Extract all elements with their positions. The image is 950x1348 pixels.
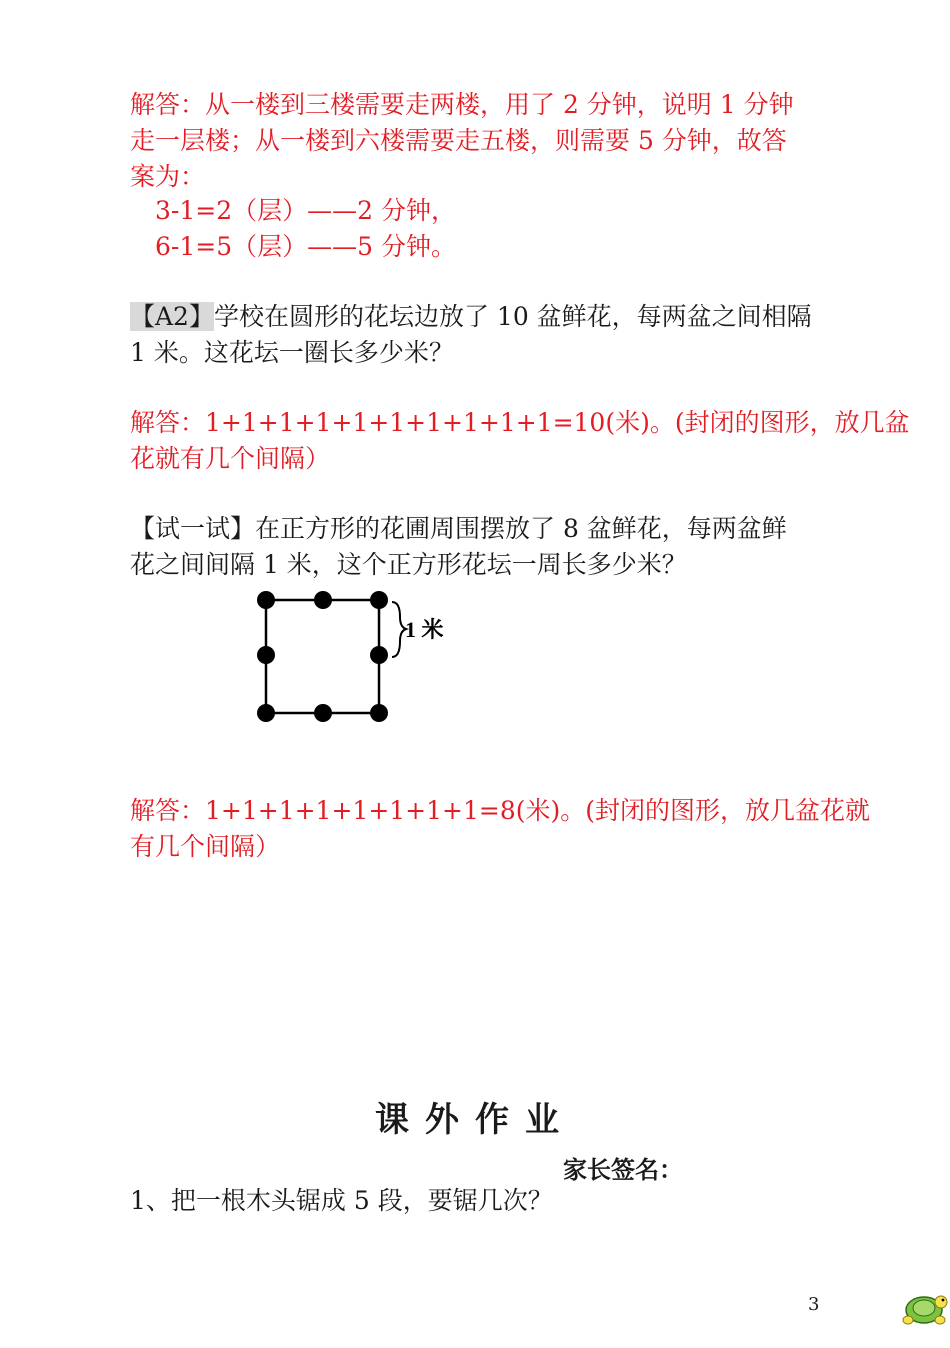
answer-a2-line-2: 花就有几个间隔） (130, 444, 331, 473)
answer-1-line-5: 6-1=5（层）——5 分钟。 (155, 232, 456, 261)
homework-title: 课外作业 (375, 1100, 575, 1140)
square-flowerbed-figure (250, 585, 460, 730)
answer-a2-line-1: 解答：1+1+1+1+1+1+1+1+1+1=10(米)。(封闭的图形，放几盆 (130, 408, 910, 437)
page-number: 3 (808, 1294, 820, 1315)
flower-dot (257, 646, 275, 664)
question-a2-tag: 【A2】 (130, 302, 214, 331)
question-try-line-1: 【试一试】在正方形的花圃周围摆放了 8 盆鲜花，每两盆鲜 (130, 514, 787, 543)
question-try-line-2: 花之间间隔 1 米，这个正方形花坛一周长多少米？ (130, 550, 687, 579)
answer-1-line-1: 解答：从一楼到三楼需要走两楼，用了 2 分钟，说明 1 分钟 (130, 90, 794, 119)
flower-dot (314, 591, 332, 609)
flower-dot (314, 704, 332, 722)
answer-1-line-2: 走一层楼；从一楼到六楼需要走五楼，则需要 5 分钟，故答 (130, 126, 787, 155)
answer-1-line-3: 案为： (130, 162, 206, 191)
parent-signature-label: 家长签名： (563, 1156, 683, 1184)
answer-1-line-4: 3-1=2（层）——2 分钟， (155, 196, 456, 225)
square-outline (266, 600, 379, 713)
flower-dot (257, 704, 275, 722)
question-a2-line-2: 1 米。这花坛一圈长多少米？ (130, 338, 454, 367)
answer-try-line-2: 有几个间隔） (130, 832, 281, 861)
flower-dot (370, 704, 388, 722)
distance-label: 1 米 (405, 617, 444, 642)
distance-brace (392, 602, 406, 657)
answer-try-line-1: 解答：1+1+1+1+1+1+1+1=8(米)。(封闭的图形，放几盆花就 (130, 796, 870, 825)
homework-question-1: 1、把一根木头锯成 5 段，要锯几次？ (130, 1186, 553, 1215)
flower-dot (370, 646, 388, 664)
turtle-icon (900, 1288, 948, 1328)
question-a2-line-1 (130, 302, 812, 332)
flower-dot (370, 591, 388, 609)
flower-dot (257, 591, 275, 609)
question-a2-text: 学校在圆形的花坛边放了 10 盆鲜花，每两盆之间相隔 (213, 302, 812, 331)
